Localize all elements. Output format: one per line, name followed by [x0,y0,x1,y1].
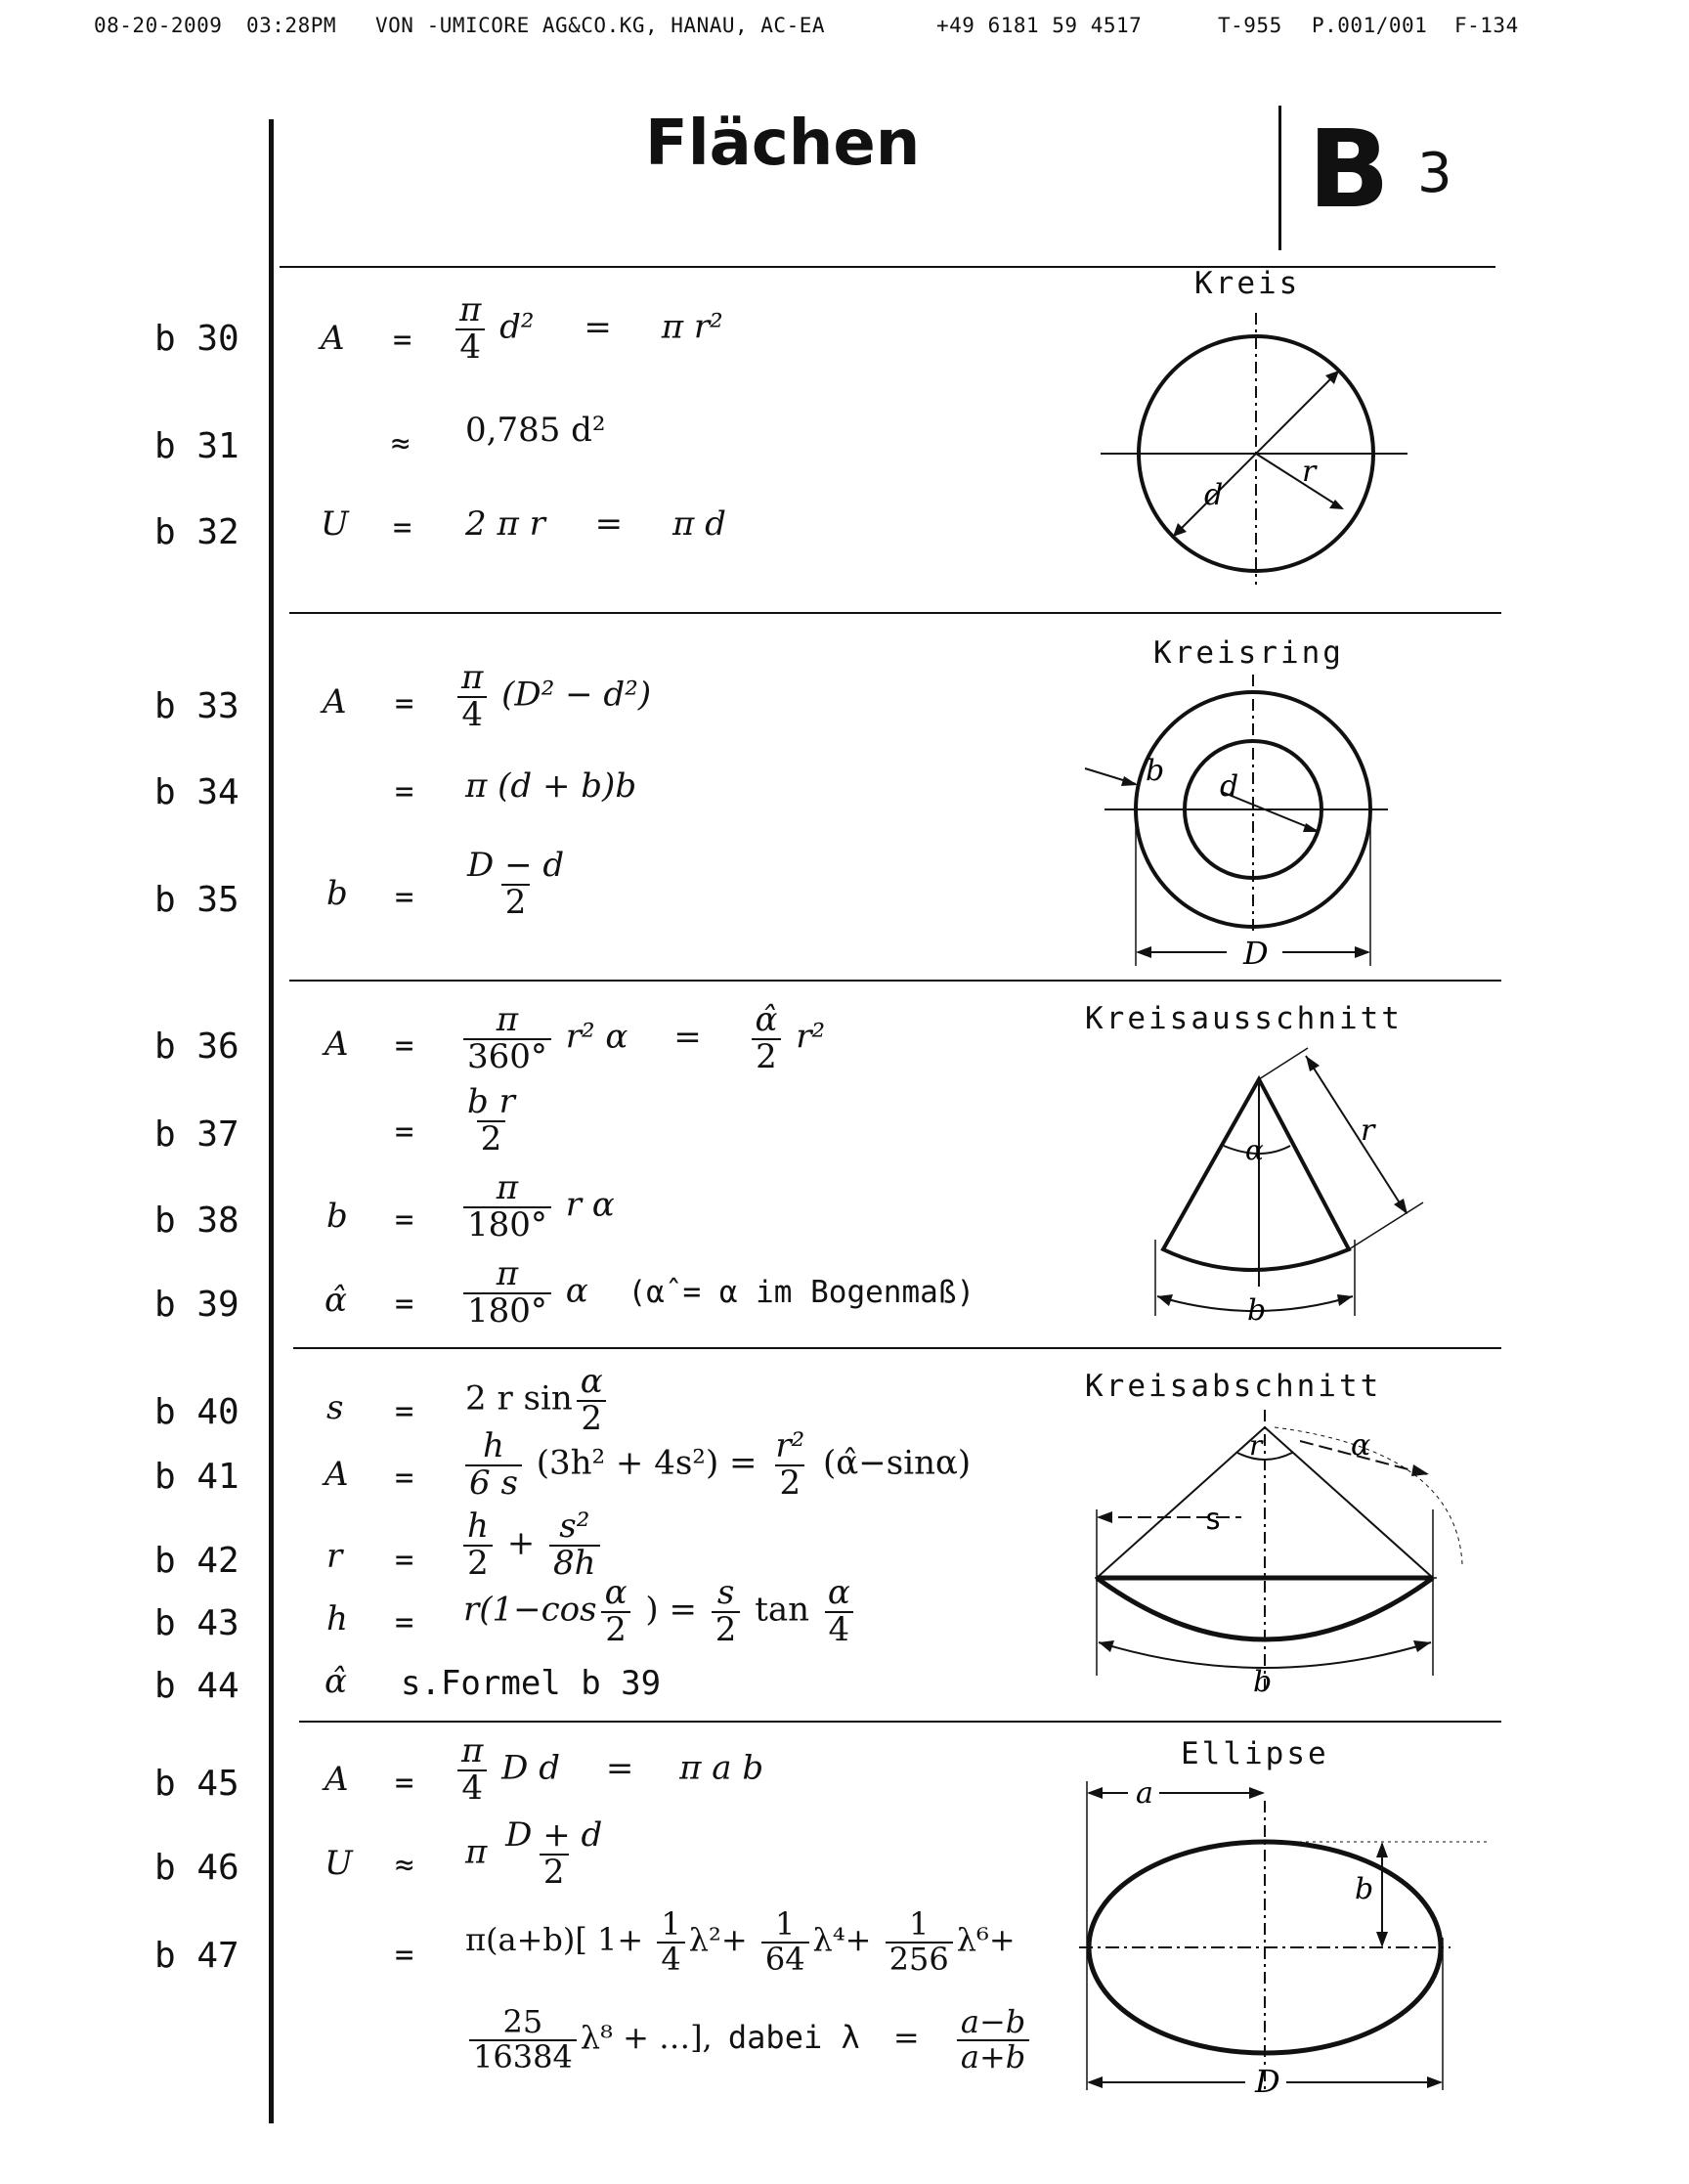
formula-b34: π (d + b)b [465,766,637,806]
formula-operator: = [395,1201,414,1238]
label-r: r [1361,1114,1375,1148]
shape-title-kreisabschnitt: Kreisabschnitt [1085,1369,1382,1404]
formula-b42 [459,1509,604,1581]
term: π d [671,504,726,544]
formula-symbol: A [325,1760,349,1799]
section-rule-2 [289,980,1501,982]
formula-b33 [454,658,652,734]
formula-b46 [465,1815,610,1892]
formula-number: b 41 [154,1457,239,1497]
formula-number: b 45 [154,1764,239,1804]
formula-b47-continued [465,2003,1033,2075]
frac-num: α [827,1573,850,1612]
formula-number: b 42 [154,1541,239,1581]
formula-b32 [465,504,726,544]
frac-den: 8h [549,1545,600,1582]
formula-symbol: A [325,1025,349,1064]
section-rule-1 [289,612,1501,614]
formula-number: b 36 [154,1026,239,1067]
label-alpha: α [1351,1428,1371,1463]
term: λ⁴+ [812,1921,872,1959]
term: (D² − d²) [501,675,652,715]
term: ) = [645,1590,697,1630]
label-D: D [1255,2063,1280,2100]
formula-number: b 33 [154,686,239,726]
frac-den: 6 s [465,1464,522,1502]
term: dabei λ [727,2019,860,2057]
fax-time: 03:28PM [246,14,337,37]
shape-title-kreis: Kreis [1194,266,1301,301]
formula-operator: = [395,1764,414,1801]
formula-number: b 31 [154,426,239,466]
formula-symbol: α̂ [325,1662,347,1701]
frac-num: π [496,1000,519,1039]
label-b: b [1247,1293,1267,1328]
operator: = [594,504,624,544]
frac-den: 2 [477,1120,506,1158]
formula-number: b 40 [154,1392,239,1432]
formula-b30 [452,290,723,367]
frac-num: 25 [502,2003,543,2040]
formula-b37 [459,1082,523,1158]
term: tan [755,1590,810,1630]
shape-title-ellipse: Ellipse [1181,1736,1329,1771]
section-rule-3 [293,1347,1501,1349]
formula-symbol: U [325,1844,353,1883]
note: (α̂ = α im Bogenmaß) [628,1274,975,1310]
frac-den: 2 [540,1854,569,1891]
formula-operator: = [395,1936,414,1973]
frac-den: 64 [761,1942,809,1977]
formula-operator: = [395,1541,414,1578]
term: λ²+ [688,1921,748,1959]
formula-operator: = [393,321,412,358]
frac-num: 1 [661,1905,681,1943]
term: r² [796,1017,826,1057]
frac-num: h [482,1426,504,1465]
formula-symbol: b [326,874,348,913]
frac-den: 256 [886,1942,953,1977]
formula-symbol: α̂ [325,1281,347,1320]
term: d² [499,307,535,347]
frac-den: 2 [775,1464,804,1502]
diagram-kreisabschnitt [1085,1408,1495,1701]
frac-den: 4 [657,1942,684,1977]
frac-den: 2 [712,1611,741,1648]
frac-num: π [496,1168,519,1207]
label-b: b [1355,1872,1374,1906]
frac-num: π [459,290,482,329]
frac-num: r² [775,1426,805,1465]
frac-num: s² [559,1507,590,1546]
formula-operator: = [395,1392,414,1429]
operator: + [506,1523,536,1563]
frac-den: a+b [957,2039,1029,2075]
operator: = [892,2019,920,2057]
frac-num: α̂ [755,1000,778,1039]
frac-num: π [461,658,484,697]
frac-den: 4 [457,696,487,733]
formula-symbol: r [326,1537,343,1576]
label-s: s [1204,1503,1223,1537]
frac-num: h [467,1507,489,1546]
formula-b47 [465,1905,1016,1978]
fax-page: P.001/001 [1312,14,1428,37]
formula-number: b 37 [154,1114,239,1155]
diagram-ellipse [1079,1771,1490,2100]
operator: = [584,307,612,347]
title-divider-rule [1278,106,1281,250]
frac-den: 2 [601,1611,630,1648]
formula-operator: = [395,1285,414,1322]
formula-operator: = [395,1459,414,1496]
term: α [565,1271,588,1311]
formula-b43 [463,1573,858,1649]
formula-symbol: s [326,1388,344,1427]
formula-b41 [461,1426,972,1503]
formula-operator: = [393,508,412,546]
formula-symbol: A [323,682,347,721]
formula-b38 [459,1168,615,1245]
term: π [465,1832,488,1872]
frac-den: 16384 [469,2039,577,2075]
formula-operator: = [395,878,414,915]
formula-symbol: A [321,319,345,358]
section-rule-4 [299,1721,1501,1723]
formula-operator: ≈ [395,1846,414,1883]
frac-den: 180° [463,1292,551,1330]
frac-num: α [580,1362,603,1401]
label-r: r [1302,455,1317,489]
frac-den: 4 [455,328,485,366]
term: (3h² + 4s²) = [536,1443,758,1483]
frac-den: 4 [825,1611,854,1648]
frac-num: b r [467,1082,515,1121]
formula-operator: = [395,1026,414,1064]
formula-number: b 44 [154,1666,239,1706]
formula-symbol: b [326,1197,348,1236]
page-title: Flächen [645,108,921,180]
operator: = [605,1748,634,1788]
frac-num: D + d [505,1815,603,1855]
diagram-kreisring [1075,675,1427,978]
formula-operator: = [395,1113,414,1150]
formula-number: b 34 [154,772,239,812]
formula-symbol: U [321,504,349,544]
term: D d [501,1748,561,1788]
frac-den: 2 [463,1545,493,1582]
formula-operator: = [395,772,414,809]
term: π(a+b)[ 1+ [465,1921,644,1959]
formula-b39 [459,1254,975,1331]
term: π a b [679,1748,764,1788]
term: π r² [661,307,723,347]
formula-symbol: h [326,1599,348,1638]
frac-den: 2 [501,884,531,921]
label-d: d [1220,769,1239,804]
formula-number: b 47 [154,1936,239,1976]
frac-num: π [496,1254,519,1293]
fax-phone: +49 6181 59 4517 [936,14,1143,37]
formula-b45 [454,1731,764,1808]
frac-den: 2 [577,1400,606,1437]
section-number: 3 [1417,142,1452,205]
formula-number: b 46 [154,1848,239,1888]
shape-title-kreisausschnitt: Kreisausschnitt [1085,1001,1403,1036]
term: 2 r sin [465,1378,573,1419]
frac-den: 360° [463,1038,551,1075]
frac-num: D − d [467,846,565,885]
label-d: d [1204,478,1224,512]
formula-number: b 39 [154,1285,239,1325]
frac-num: 1 [909,1905,930,1943]
term: λ⁶+ [956,1921,1016,1959]
formula-operator: = [395,684,414,721]
formula-number: b 30 [154,319,239,359]
term: (α̂−sinα) [823,1443,972,1483]
diagram-kreis [1095,313,1417,587]
formula-b35 [459,846,572,922]
formula-symbol: A [325,1455,349,1494]
shape-title-kreisring: Kreisring [1153,635,1344,671]
frac-den: 2 [752,1038,781,1075]
term: 2 π r [465,504,545,544]
formula-number: b 38 [154,1201,239,1241]
operator: = [673,1017,702,1057]
label-b: b [1253,1665,1273,1699]
frac-num: α [604,1573,628,1612]
formula-number: b 32 [154,512,239,552]
frac-den: 180° [463,1206,551,1244]
term: r² α [565,1017,628,1057]
label-b: b [1146,754,1165,788]
formula-number: b 43 [154,1603,239,1643]
label-D: D [1243,935,1269,972]
fax-job: T-955 [1218,14,1282,37]
fax-date: 08-20-2009 [94,14,223,37]
fax-form: F-134 [1454,14,1519,37]
formula-number: b 35 [154,880,239,920]
formula-operator: = [395,1603,414,1640]
formula-b36 [459,1000,826,1076]
label-a: a [1136,1776,1153,1811]
label-r: r [1249,1429,1263,1462]
frac-num: 1 [775,1905,796,1943]
section-rule-0 [280,266,1495,268]
frac-num: s [716,1573,735,1612]
frac-den: 4 [457,1769,487,1807]
frac-num: π [461,1731,484,1770]
diagram-kreisausschnitt [1134,1032,1456,1335]
left-vertical-rule [269,119,274,2123]
formula-b31: 0,785 d² [465,411,606,450]
formula-b44: s.Formel b 39 [401,1664,662,1703]
term: r α [565,1185,615,1225]
label-alpha: α [1245,1134,1264,1166]
formula-operator: ≈ [391,424,411,461]
frac-num: a−b [960,2003,1026,2040]
section-letter: B [1308,107,1390,232]
term: λ⁸ + …], [580,2019,713,2057]
fax-sender: VON -UMICORE AG&CO.KG, HANAU, AC-EA [375,14,826,37]
term: r(1−cos [463,1590,597,1630]
